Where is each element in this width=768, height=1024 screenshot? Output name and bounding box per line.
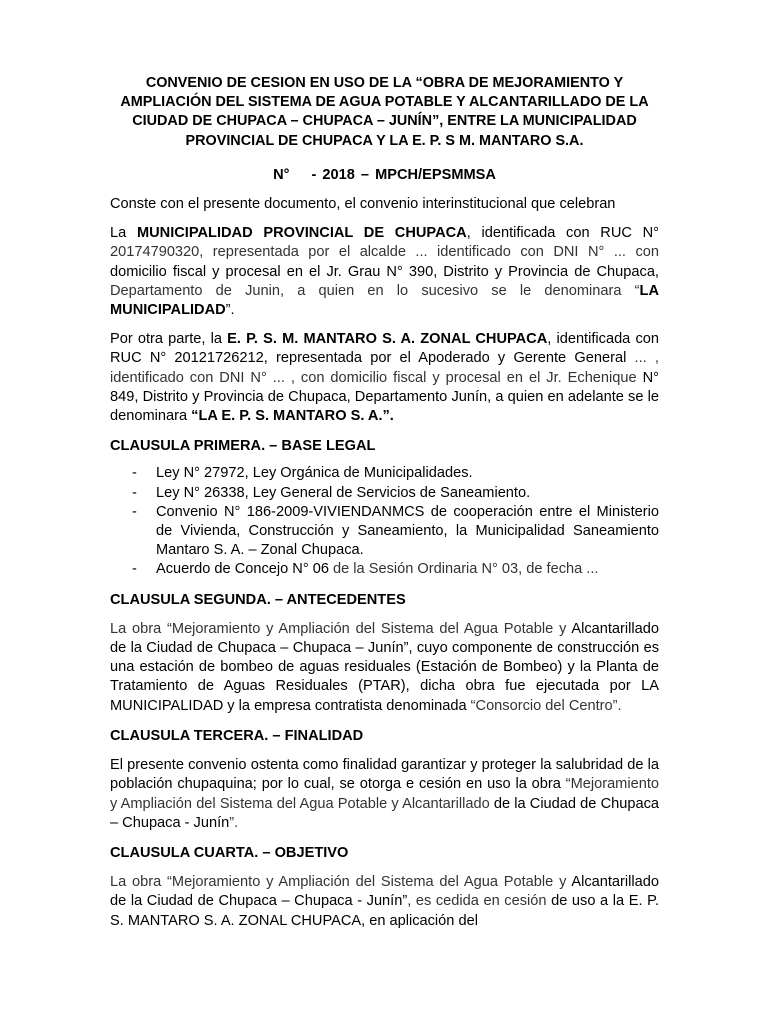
list-bullet: - bbox=[132, 561, 137, 578]
list-bullet: - bbox=[132, 484, 137, 501]
party1-paragraph: La MUNICIPALIDAD PROVINCIAL DE CHUPACA, identificada con RUC N° 20174790320, representada por el alcalde ... identificado con DNI N° ... con domicilio fiscal y procesal en el Jr. Grau N° 390, Distrito y Provincia de Chupaca, Departamento de Junin, a quien en lo sucesivo se le denominara “LA MUNICIPALIDAD”. bbox=[110, 225, 660, 319]
list-bullet: - bbox=[132, 503, 137, 520]
list-item: - Acuerdo de Concejo N° 06 de la Sesión Ordinaria N° 03, de fecha ... bbox=[110, 560, 659, 579]
party2-name: E. P. S. M. MANTARO S. A. ZONAL CHUPACA bbox=[227, 331, 548, 348]
clause4-paragraph: La obra “Mejoramiento y Ampliación del Sistema del Agua Potable y Alcantarillado de la Ciudad de Chupaca – Chupaca - Junín”, es cedida en cesión de uso a la E. P. S. MANTARO S. A. ZONAL CHUPACA, en aplicación del bbox=[110, 874, 660, 929]
number-prefix: N° bbox=[273, 166, 290, 183]
clause2-paragraph: La obra “Mejoramiento y Ampliación del Sistema del Agua Potable y Alcantarillado de la Ciudad de Chupaca – Chupaca – Junín”, cuyo componente de construcción es una estación de bombeo de aguas residuales (Estación de Bombeo) y la Planta de Tratamiento de Aguas Residuales (PTAR), dicha obra fue ejecutada por LA MUNICIPALIDAD y la empresa contratista denominada “Consorcio del Centro”. bbox=[110, 620, 659, 714]
list-bullet: - bbox=[132, 465, 137, 482]
clause1-heading: CLAUSULA PRIMERA. – BASE LEGAL bbox=[110, 438, 376, 455]
list-item: - Ley N° 26338, Ley General de Servicios de Saneamiento. bbox=[110, 484, 659, 503]
number-suffix: - 2018 – MPCH/EPSMMSA bbox=[311, 166, 496, 183]
document-title: CONVENIO DE CESION EN USO DE LA “OBRA DE MEJORAMIENTO Y AMPLIACIÓN DEL SISTEMA DE AGUA POTABLE Y ALCANTARILLADO DE LA CIUDAD DE CHUPACA – CHUPACA – JUNÍN”, ENTRE LA MUNICIPALIDAD PROVINCIAL DE CHUPACA Y LA E. P. S M. MANTARO S.A. bbox=[120, 75, 649, 149]
clause3-heading: CLAUSULA TERCERA. – FINALIDAD bbox=[110, 727, 364, 744]
agreement-number bbox=[110, 166, 659, 185]
clause3-paragraph: El presente convenio ostenta como finalidad garantizar y proteger la salubridad de la población chupaquina; por lo cual, se otorga e cesión en uso la obra “Mejoramiento y Ampliación del Sistema del Agua Potable y Alcantarillado de la Ciudad de Chupaca – Chupaca - Junín”. bbox=[110, 757, 659, 831]
list-item: - Ley N° 27972, Ley Orgánica de Municipalidades. bbox=[110, 464, 659, 483]
intro-paragraph: Conste con el presente documento, el convenio interinstitucional que celebran bbox=[110, 196, 616, 213]
clause4-heading: CLAUSULA CUARTA. – OBJETIVO bbox=[110, 844, 349, 861]
party2-alias: “LA E. P. S. MANTARO S. A.”. bbox=[191, 408, 394, 425]
party2-paragraph: Por otra parte, la E. P. S. M. MANTARO S. A. ZONAL CHUPACA, identificada con RUC N° 20121726212, representada por el Apoderado y Gerente General ... , identificado con DNI N° ... , con domicilio fiscal y procesal en el Jr. Echenique N° 849, Distrito y Provincia de Chupaca, Departamento Junín, a quien en adelante se le denominara “LA E. P. S. MANTARO S. A.”. bbox=[110, 331, 659, 425]
party1-name: MUNICIPALIDAD PROVINCIAL DE CHUPACA bbox=[136, 225, 467, 242]
list-item: - Convenio N° 186-2009-VIVIENDANMCS de cooperación entre el Ministerio de Vivienda, Construcción y Saneamiento, la Municipalidad Saneamiento Mantaro S. A. – Zonal Chupaca. bbox=[132, 503, 659, 559]
clause2-heading: CLAUSULA SEGUNDA. – ANTECEDENTES bbox=[110, 591, 406, 608]
document-page bbox=[110, 74, 659, 931]
party1-alias: LA MUNICIPALIDAD bbox=[110, 282, 659, 319]
legal-basis-list bbox=[110, 464, 659, 579]
